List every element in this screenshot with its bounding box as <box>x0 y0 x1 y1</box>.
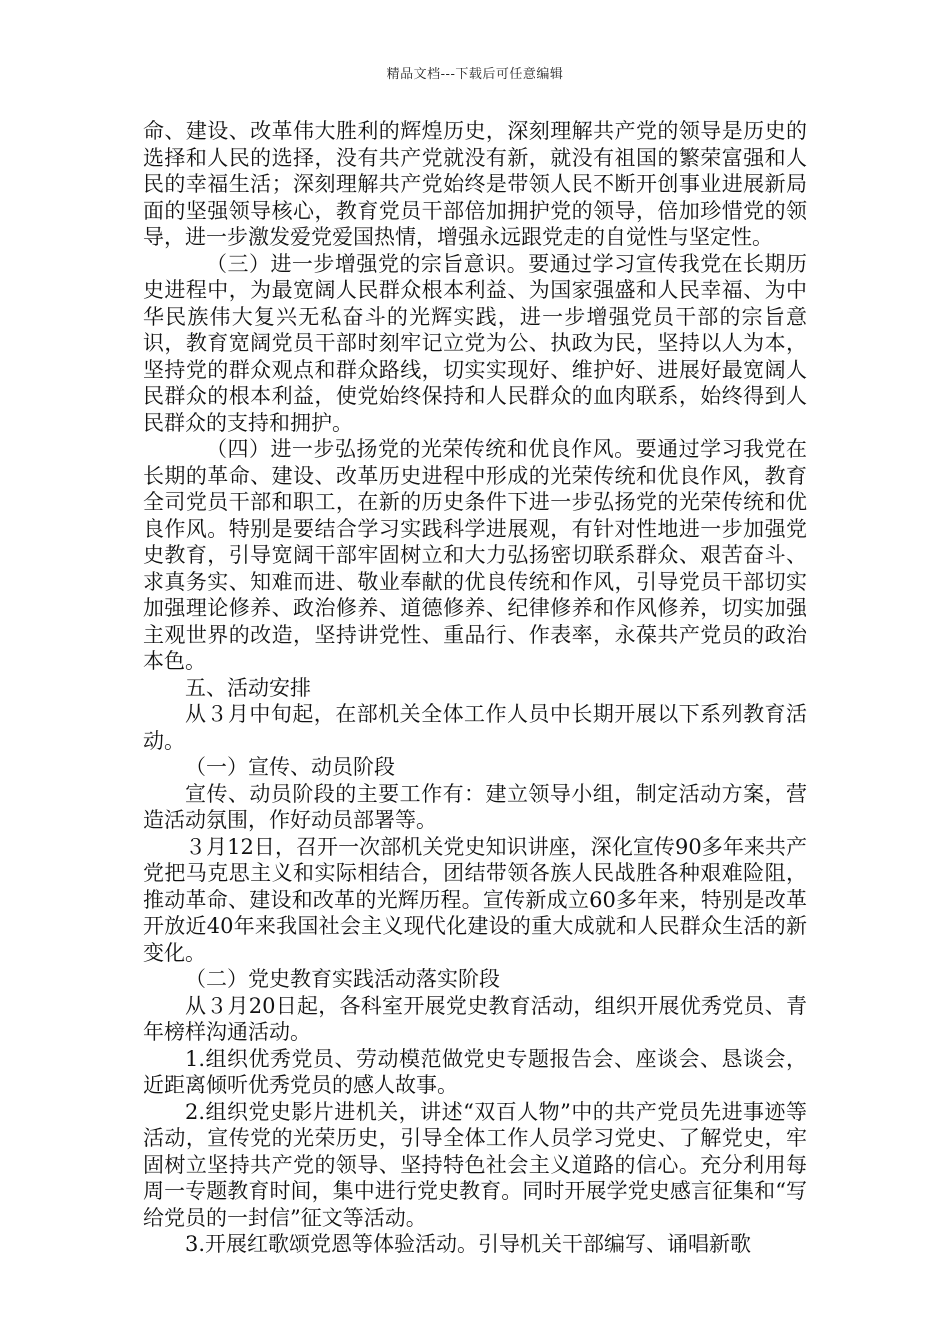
paragraph: （三）进一步增强党的宗旨意识。要通过学习宣传我党在长期历史进程中，为最宽阔人民群众根本利益、为国家强盛和人民幸福、为中华民族伟大复兴无私奋斗的光辉实践，进一步增强党员干部的宗旨意识，教育宽阔党员干部时刻牢记立党为公、执政为民，坚持以人为本，坚持党的群众观点和群众路线，切实实现好、维护好、进展好最宽阔人民群众的根本利益，使党始终保持和人民群众的血肉联系，始终得到人民群众的支持和拥护。 <box>143 251 807 435</box>
page-header: 精品文档---下载后可任意编辑 <box>386 67 564 82</box>
paragraph: 从３月20日起，各科室开展党史教育活动，组织开展优秀党员、青年榜样沟通活动。 <box>143 993 807 1044</box>
paragraph: 宣传、动员阶段的主要工作有：建立领导小组，制定活动方案，营造活动氛围，作好动员部署等。 <box>143 781 807 832</box>
paragraph: 命、建设、改革伟大胜利的辉煌历史，深刻理解共产党的领导是历史的选择和人民的选择，没有共产党就没有新，就没有祖国的繁荣富强和人民的幸福生活；深刻理解共产党始终是带领人民不断开创事业进展新局面的坚强领导核心，教育党员干部倍加拥护党的领导，倍加珍惜党的领导，进一步激发爱党爱国热情，增强永远跟党走的自觉性与坚定性。 <box>143 119 807 249</box>
section-heading: 五、活动安排 <box>185 675 311 700</box>
paragraph: （四）进一步弘扬党的光荣传统和优良作风。要通过学习我党在长期的革命、建设、改革历史进程中形成的光荣传统和优良作风，教育全司党员干部和职工，在新的历史条件下进一步弘扬党的光荣传统和优良作风。特别是要结合学习实践科学进展观，有针对性地进一步加强党史教育，引导宽阔干部牢固树立和大力弘扬密切联系群众、艰苦奋斗、求真务实、知难而进、敬业奉献的优良传统和作风，引导党员干部切实加强理论修养、政治修养、道德修养、纪律修养和作风修养，切实加强主观世界的改造，坚持讲党性、重品行、作表率，永葆共产党员的政治本色。 <box>143 437 807 673</box>
paragraph: ３月12日，召开一次部机关党史知识讲座，深化宣传90多年来共产党把马克思主义和实际相结合，团结带领各族人民战胜各种艰难险阻，推动革命、建设和改革的光辉历程。宣传新成立60多年来，特别是改革开放近40年来我国社会主义现代化建设的重大成就和人民群众生活的新变化。 <box>143 834 807 965</box>
list-item: 2.组织党史影片进机关，讲述“双百人物”中的共产党员先进事迹等活动，宣传党的光荣历史，引导全体工作人员学习党史、了解党史，牢固树立坚持共产党的领导、坚持特色社会主义道路的信心。充分利用每周一专题教育时间，集中进行党史教育。同时开展学党史感言征集和“写给党员的一封信”征文等活动。 <box>143 1099 807 1230</box>
subsection-heading: （二）党史教育实践活动落实阶段 <box>185 967 500 991</box>
list-item: 1.组织优秀党员、劳动模范做党史专题报告会、座谈会、恳谈会，近距离倾听优秀党员的感人故事。 <box>143 1046 807 1097</box>
paragraph: 从３月中旬起，在部机关全体工作人员中长期开展以下系列教育活动。 <box>143 702 807 753</box>
list-item: 3.开展红歌颂党恩等体验活动。引导机关干部编写、诵唱新歌 <box>185 1232 752 1256</box>
document-body <box>143 118 807 1258</box>
subsection-heading: （一）宣传、动员阶段 <box>185 755 395 779</box>
